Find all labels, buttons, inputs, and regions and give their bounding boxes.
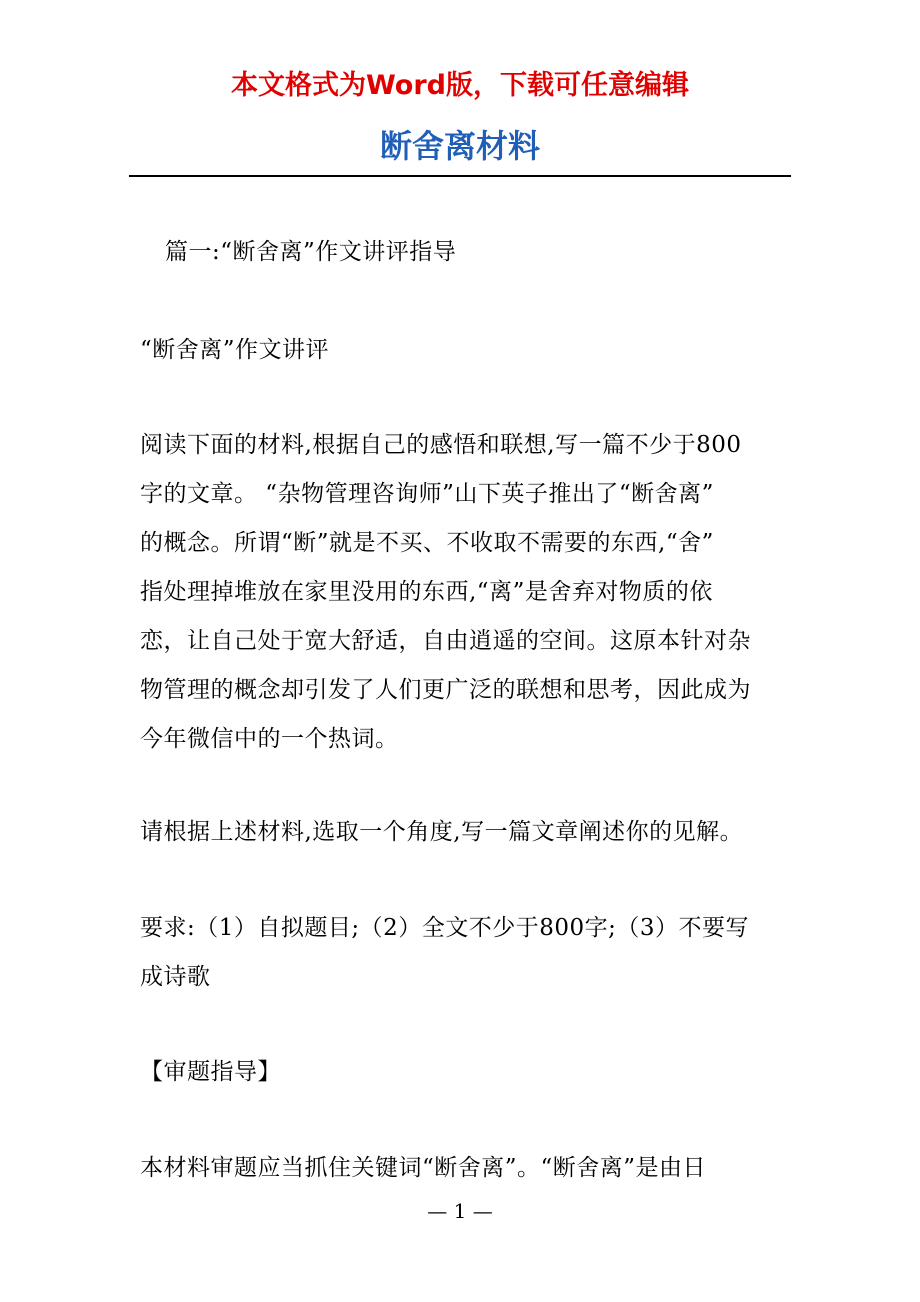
paragraph-line: 的概念。所谓“断”就是不买、不收取不需要的东西,“舍” [140,530,714,556]
paragraph-line: 恋，让自己处于宽大舒适，自由逍遥的空间。这原本针对杂 [140,628,751,654]
paragraph-line: 物管理的概念却引发了人们更广泛的联想和思考，因此成为 [140,677,751,703]
guide-heading: 【审题指导】 [140,1059,281,1085]
paragraph-line: 今年微信中的一个热词。 [140,726,399,752]
title-divider [129,175,791,177]
paragraph-requirements-line: 要求:（1）自拟题目;（2）全文不少于800字;（3）不要写 [140,915,750,941]
paragraph-line: 指处理掉堆放在家里没用的东西,“离”是舍弃对物质的依 [140,579,713,605]
paragraph-line: 字的文章。 “杂物管理咨询师”山下英子推出了“断舍离” [140,481,714,507]
page-number: — 1 — [427,1199,493,1223]
format-banner: 本文格式为Word版，下载可任意编辑 [230,70,689,101]
paragraph-requirements-line: 成诗歌 [140,964,211,990]
paragraph-line: 阅读下面的材料,根据自己的感悟和联想,写一篇不少于800 [140,432,742,458]
document-title: 断舍离材料 [379,127,540,165]
sub-heading: “断舍离”作文讲评 [140,337,330,363]
paragraph-line: 本材料审题应当抓住关键词“断舍离”。“断舍离”是由日 [140,1155,707,1181]
paragraph-instruction: 请根据上述材料,选取一个角度,写一篇文章阐述你的见解。 [140,819,744,845]
section-heading: 篇一:“断舍离”作文讲评指导 [165,239,457,265]
